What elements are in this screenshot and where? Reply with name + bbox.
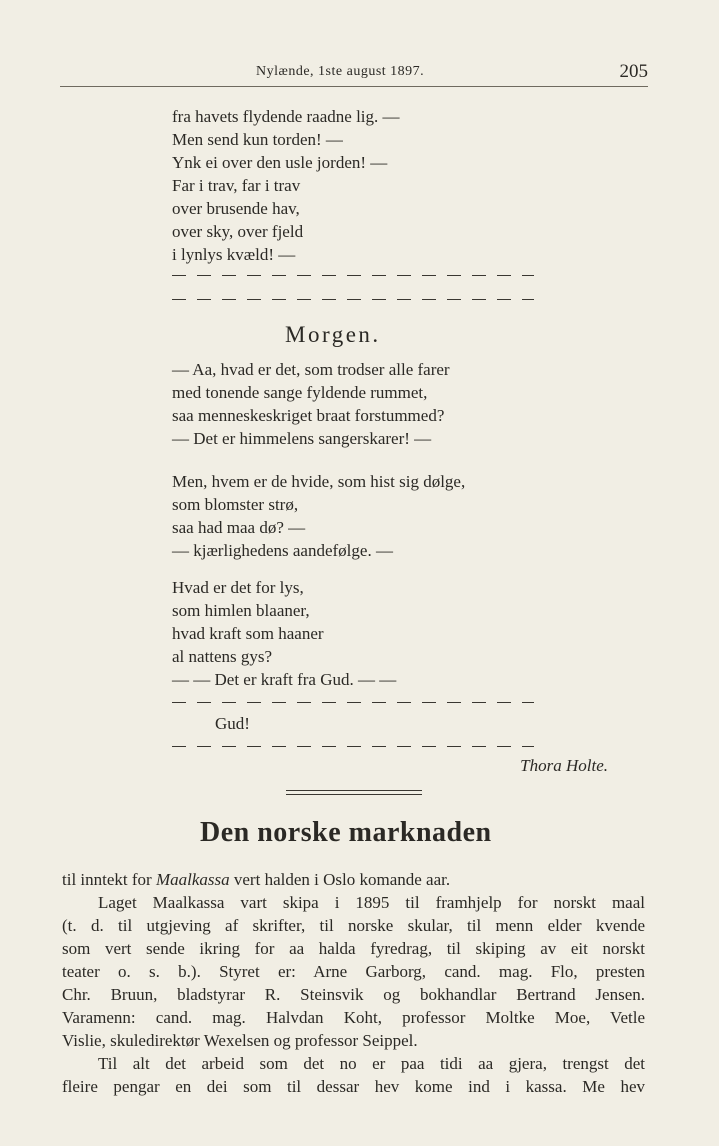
author-signature: Thora Holte.	[520, 756, 608, 775]
dash-divider	[172, 702, 534, 703]
poem-line: med tonende sange fyldende rummet,	[172, 383, 428, 402]
poem-line: hvad kraft som haaner	[172, 624, 324, 643]
poem-line: Far i trav, far i trav	[172, 176, 301, 195]
poem-line: over sky, over fjeld	[172, 222, 304, 241]
running-header	[60, 58, 648, 88]
section-separator	[286, 794, 422, 795]
article-line: teater o. s. b.). Styret er: Arne Garborg, cand. mag. Flo, presten	[62, 962, 645, 981]
poem-line: — Aa, hvad er det, som trodser alle farer	[172, 360, 450, 379]
poem-line: al nattens gys?	[172, 647, 273, 666]
header-rule	[60, 86, 648, 87]
article-line: Varamenn: cand. mag. Halvdan Koht, professor Moltke Moe, Vetle	[62, 1008, 645, 1027]
poem-line: Hvad er det for lys,	[172, 578, 304, 597]
poem-line: — kjærlighedens aandefølge. —	[172, 541, 393, 560]
poem-line: fra havets flydende raadne lig. —	[172, 107, 400, 126]
poem-line: Men, hvem er de hvide, som hist sig dølge,	[172, 472, 466, 491]
article-line: som vert sende ikring for aa halda fyredrag, til skiping av eit norskt	[62, 939, 645, 958]
dash-divider	[172, 275, 534, 276]
poem-line: i lynlys kvæld! —	[172, 245, 296, 264]
poem-title: Morgen.	[285, 322, 381, 347]
poem-line: som blomster strø,	[172, 495, 299, 514]
poem-line: — — Det er kraft fra Gud. — —	[172, 670, 397, 689]
article-line: Vislie, skuledirektør Wexelsen og professor Seippel.	[62, 1031, 418, 1050]
dash-divider	[172, 746, 534, 747]
poem-line: saa menneskeskriget braat forstummed?	[172, 406, 445, 425]
article-intro: til inntekt for Maalkassa vert halden i Oslo komande aar.	[62, 870, 451, 889]
running-title: Nylænde, 1ste august 1897.	[256, 64, 425, 79]
poem-line: Ynk ei over den usle jorden! —	[172, 153, 388, 172]
poem-line: over brusende hav,	[172, 199, 300, 218]
poem-line: saa had maa dø? —	[172, 518, 306, 537]
section-separator	[286, 790, 422, 791]
italic-term: Maalkassa	[155, 870, 230, 889]
poem-line: — Det er himmelens sangerskarer! —	[172, 429, 432, 448]
article-line: fleire pengar en dei som til dessar hev kome ind i kassa. Me hev	[62, 1077, 645, 1096]
closing-word: Gud!	[215, 714, 250, 733]
dash-divider	[172, 299, 534, 300]
page-number: 205	[619, 61, 648, 82]
article-line: Til alt det arbeid som det no er paa tidi aa gjera, trengst det	[98, 1054, 645, 1073]
article-line: Chr. Bruun, bladstyrar R. Steinsvik og bokhandlar Bertrand Jensen.	[62, 985, 645, 1004]
article-line: (t. d. til utgjeving af skrifter, til norske skular, til menn elder kvende	[62, 916, 645, 935]
poem-line: Men send kun torden! —	[172, 130, 343, 149]
article-heading: Den norske marknaden	[200, 817, 492, 848]
article-line: Laget Maalkassa vart skipa i 1895 til framhjelp for norskt maal	[98, 893, 645, 912]
poem-line: som himlen blaaner,	[172, 601, 310, 620]
